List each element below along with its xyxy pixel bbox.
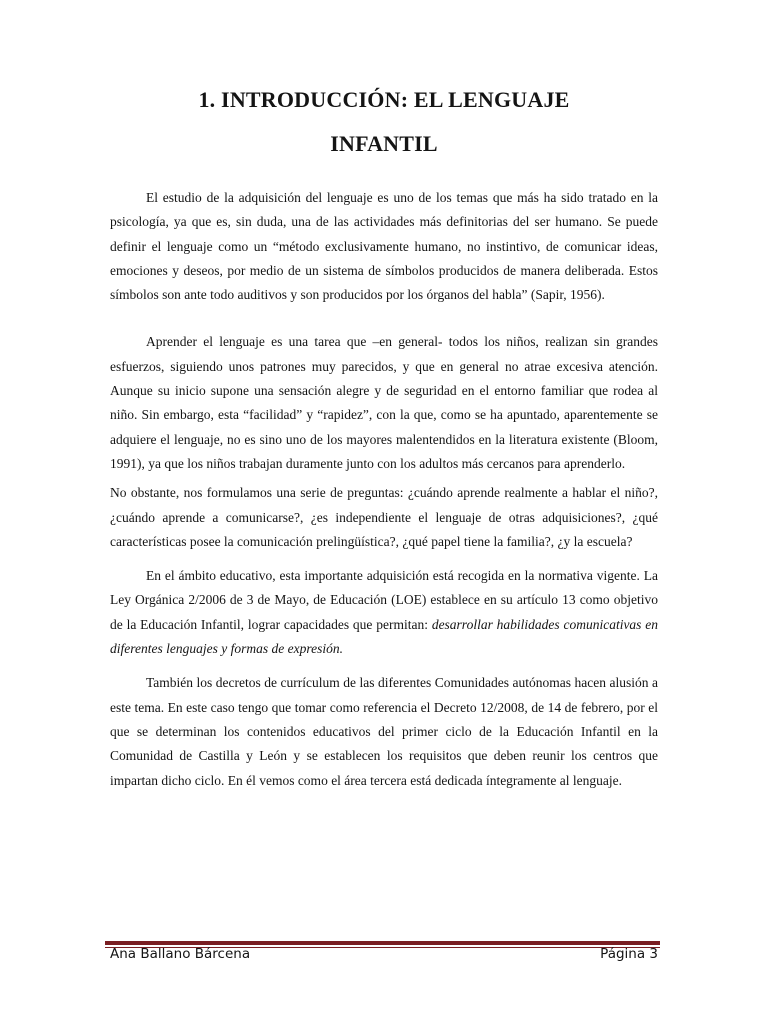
body-text [110,186,658,793]
paragraph-5: También los decretos de currículum de las diferentes Comunidades autónomas hacen alusión a este tema. En este caso tengo que tomar como referencia el Decreto 12/2008, de 14 de febrero, por el que se determinan los contenidos educativos del primer ciclo de la Educación Infantil en la Comunidad de Castilla y León y se establecen los requisitos que deben reunir los centros que impartan dicho ciclo. En él vemos como el área tercera está dedicada íntegramente al lenguaje. [110,675,658,788]
paragraph-4-italic: desarrollar habilidades comunicativas en diferentes lenguajes y formas de expresión. [110,616,659,657]
paragraph-4 [110,564,658,661]
paragraph-1: El estudio de la adquisición del lenguaje es uno de los temas que más ha sido tratado en la psicología, ya que es, sin duda, una de las actividades más definitorias del ser humano. Se puede definir el lenguaje como un “método exclusivamente humano, no instintivo, de comunicar ideas, emociones y deseos, por medio de un sistema de símbolos producidos de manera deliberada. Estos símbolos son ante todo auditivos y son producidos por los órganos del habla” (Sapir, 1956). [110,190,658,303]
footer-page-number: Página 3 [600,946,658,962]
title-line-1: 1. INTRODUCCIÓN: EL LENGUAJE [198,87,570,112]
paragraph-3: No obstante, nos formulamos una serie de preguntas: ¿cuándo aprende realmente a hablar el niño?, ¿cuándo aprende a comunicarse?, ¿es independiente el lenguaje de otras adquisiciones?, ¿qué características posee la comunicación prelingüística?, ¿qué papel tiene la familia?, ¿y la escuela? [110,485,658,549]
paragraph-4-text: En el ámbito educativo, esta importante adquisición está recogida en la normativa vigente. La Ley Orgánica 2/2006 de 3 de Mayo, de Educación (LOE) establece en su artículo 13 como objetivo de la Educación Infantil, lograr capacidades que permitan: [110,568,658,632]
document-page [110,0,658,1024]
page-title [110,78,658,166]
footer-author: Ana Ballano Bárcena [110,946,251,962]
paragraph-2: Aprender el lenguaje es una tarea que –en general- todos los niños, realizan sin grandes esfuerzos, siguiendo unos patrones muy parecidos, y que en general no atrae excesiva atención. Aunque su inicio supone una sensación alegre y de seguridad en el entorno familiar que rodea al niño. Sin embargo, esta “facilidad” y “rapidez”, con la que, como se ha apuntado, aparentemente se adquiere el lenguaje, no es sino uno de los mayores malentendidos en la literatura existente (Bloom, 1991), ya que los niños trabajan duramente junto con los adultos más cercanos para aprenderlo. [110,334,658,471]
footer-rule [105,941,660,945]
title-line-2: INFANTIL [330,131,438,156]
